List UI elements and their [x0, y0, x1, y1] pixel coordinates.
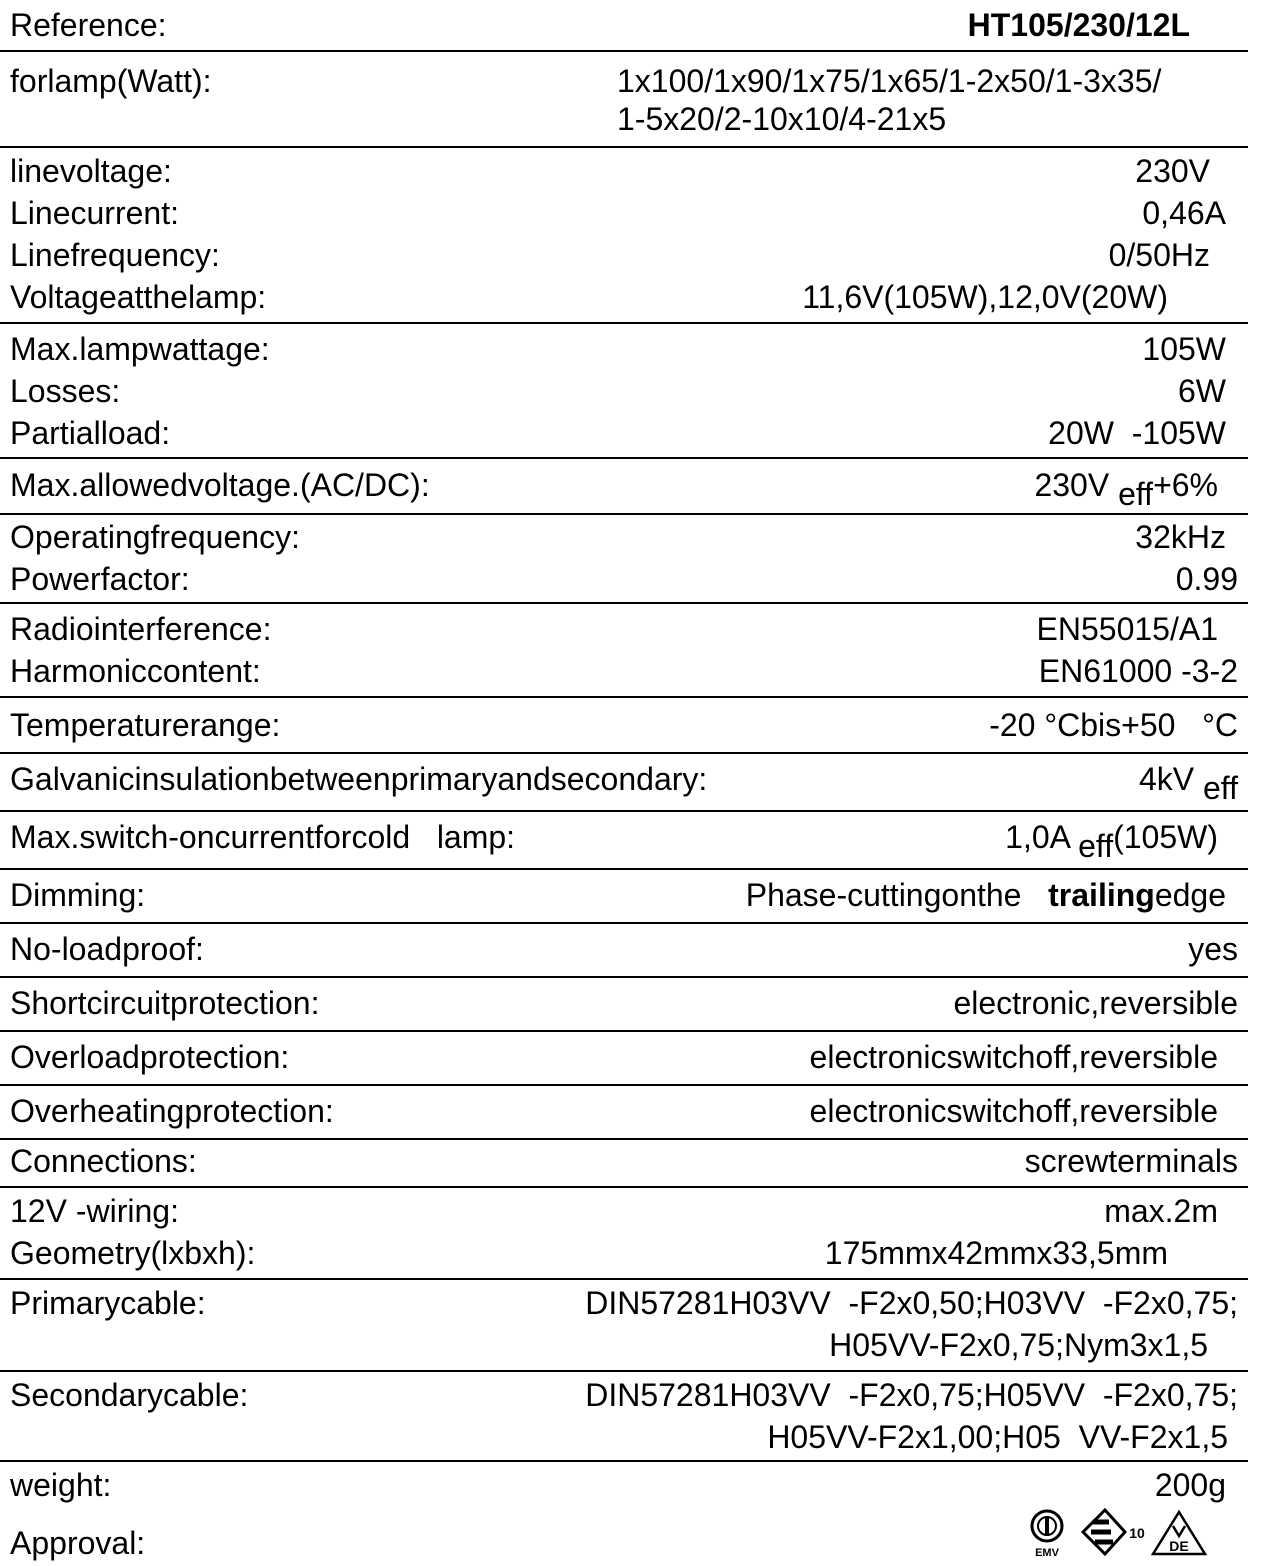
- power-factor-value: 0.99: [1175, 561, 1238, 597]
- value-bold-text: trailing: [1048, 877, 1155, 913]
- geometry-value: 175mmx42mmx33,5mm: [824, 1235, 1168, 1271]
- divider: [0, 1370, 1248, 1372]
- value-text: 4kV: [1138, 761, 1203, 797]
- weight-value: 200g: [1154, 1467, 1226, 1503]
- vde-logo-text: DE: [1169, 1538, 1189, 1554]
- divider: [0, 513, 1248, 515]
- linefrequency-label: Linefrequency:: [10, 237, 220, 273]
- weight-label: weight:: [10, 1467, 112, 1503]
- divider: [0, 922, 1248, 924]
- linecurrent-label: Linecurrent:: [10, 195, 179, 231]
- reference-label: Reference:: [10, 7, 167, 43]
- divider: [0, 602, 1248, 604]
- geometry-label: Geometry(lxbxh):: [10, 1235, 256, 1271]
- value-text: +6%: [1153, 467, 1218, 503]
- approval-logos-svg: [1025, 1508, 1225, 1560]
- connections-label: Connections:: [10, 1143, 197, 1179]
- overheating-value: electronicswitchoff,reversible: [809, 1093, 1218, 1129]
- harmonic-content-value: EN61000 -3-2: [1038, 653, 1238, 689]
- dimming-label: Dimming:: [10, 877, 146, 913]
- secondary-cable-value-line2: H05VV-F2x1,00;H05 VV-F2x1,5: [767, 1419, 1228, 1455]
- value-text: (105W): [1113, 819, 1218, 855]
- partial-load-label: Partialload:: [10, 415, 171, 451]
- linefrequency-value: 0/50Hz: [1108, 237, 1210, 273]
- forlamp-value-line1: 1x100/1x90/1x75/1x65/1-2x50/1-3x35/: [617, 63, 1162, 99]
- forlamp-label: forlamp(Watt):: [10, 63, 212, 99]
- subscript-eff: eff: [1118, 476, 1154, 512]
- temperature-range-value: -20 °Cbis+50 °C: [989, 707, 1238, 743]
- wiring-label: 12V -wiring:: [10, 1193, 179, 1229]
- switch-on-current-value: [1005, 818, 1218, 864]
- overload-label: Overloadprotection:: [10, 1039, 290, 1075]
- max-allowed-voltage-value: [1034, 466, 1218, 512]
- power-factor-label: Powerfactor:: [10, 561, 190, 597]
- primary-cable-value-line1: DIN57281H03VV -F2x0,50;H03VV -F2x0,75;: [585, 1285, 1238, 1321]
- linevoltage-value: 230V: [1135, 153, 1210, 189]
- divider: [0, 696, 1248, 698]
- radio-interference-label: Radiointerference:: [10, 611, 272, 647]
- operating-frequency-value: 32kHz: [1135, 519, 1226, 555]
- divider: [0, 1186, 1248, 1188]
- overheating-label: Overheatingprotection:: [10, 1093, 334, 1129]
- row-secondary-cable: [0, 1376, 1248, 1456]
- divider: [0, 1138, 1248, 1140]
- divider: [0, 457, 1248, 459]
- enec-logo-icon: [1083, 1510, 1145, 1554]
- value-text: 230V: [1034, 467, 1119, 503]
- switch-on-current-label: Max.switch-oncurrentforcold lamp:: [10, 819, 516, 855]
- emv-logo-text: EMV: [1035, 1547, 1059, 1559]
- linevoltage-label: linevoltage:: [10, 153, 172, 189]
- subscript-eff: eff: [1203, 770, 1238, 806]
- temperature-range-label: Temperaturerange:: [10, 707, 281, 743]
- max-lamp-wattage-value: 105W: [1142, 331, 1226, 367]
- losses-label: Losses:: [10, 373, 121, 409]
- vde-triangle-logo-icon: [1153, 1512, 1205, 1554]
- primary-cable-label: Primarycable:: [10, 1285, 206, 1321]
- max-lamp-wattage-label: Max.lampwattage:: [10, 331, 270, 367]
- divider: [0, 146, 1248, 148]
- divider: [0, 752, 1248, 754]
- divider: [0, 868, 1248, 870]
- linecurrent-value: 0,46A: [1142, 195, 1226, 231]
- overload-value: electronicswitchoff,reversible: [809, 1039, 1218, 1075]
- value-text: 1,0A: [1005, 819, 1079, 855]
- value-text: Phase-cuttingonthe: [745, 877, 1049, 913]
- row-primary-cable: [0, 1284, 1248, 1364]
- divider: [0, 322, 1248, 324]
- divider: [0, 50, 1248, 52]
- galvanic-insulation-value: [1138, 760, 1238, 806]
- losses-value: 6W: [1178, 373, 1226, 409]
- divider: [0, 810, 1248, 812]
- wiring-value: max.2m: [1104, 1193, 1218, 1229]
- connections-value: screwterminals: [1024, 1143, 1238, 1179]
- no-load-proof-value: yes: [1188, 931, 1238, 967]
- harmonic-content-label: Harmoniccontent:: [10, 653, 261, 689]
- primary-cable-value-line2: H05VV-F2x0,75;Nym3x1,5: [829, 1327, 1208, 1363]
- divider: [0, 976, 1248, 978]
- secondary-cable-value-line1: DIN57281H03VV -F2x0,75;H05VV -F2x0,75;: [585, 1377, 1238, 1413]
- reference-value: HT105/230/12L: [967, 7, 1190, 43]
- max-allowed-voltage-label: Max.allowedvoltage.(AC/DC):: [10, 467, 430, 503]
- voltage-lamp-value: 11,6V(105W),12,0V(20W): [802, 279, 1168, 315]
- voltage-lamp-label: Voltageatthelamp:: [10, 279, 267, 315]
- approval-label: Approval:: [10, 1525, 146, 1561]
- secondary-cable-label: Secondarycable:: [10, 1377, 249, 1413]
- row-forlamp: [0, 62, 1248, 142]
- operating-frequency-label: Operatingfrequency:: [10, 519, 300, 555]
- divider: [0, 1278, 1248, 1280]
- approval-logos: [1025, 1508, 1225, 1560]
- subscript-eff: eff: [1078, 828, 1114, 864]
- forlamp-value-line2: 1-5x20/2-10x10/4-21x5: [617, 101, 947, 137]
- dimming-value: [746, 876, 1226, 914]
- galvanic-insulation-label: Galvanicinsulationbetweenprimaryandsecondary:: [10, 761, 708, 797]
- divider: [0, 1030, 1248, 1032]
- divider: [0, 1084, 1248, 1086]
- short-circuit-label: Shortcircuitprotection:: [10, 985, 320, 1021]
- divider: [0, 1460, 1248, 1462]
- value-text: edge: [1154, 877, 1226, 913]
- enec-logo-text: 10: [1129, 1525, 1145, 1541]
- no-load-proof-label: No-loadproof:: [10, 931, 204, 967]
- radio-interference-value: EN55015/A1: [1036, 611, 1218, 647]
- vde-emv-logo-icon: [1032, 1511, 1062, 1559]
- short-circuit-value: electronic,reversible: [953, 985, 1238, 1021]
- partial-load-value: 20W -105W: [1048, 415, 1226, 451]
